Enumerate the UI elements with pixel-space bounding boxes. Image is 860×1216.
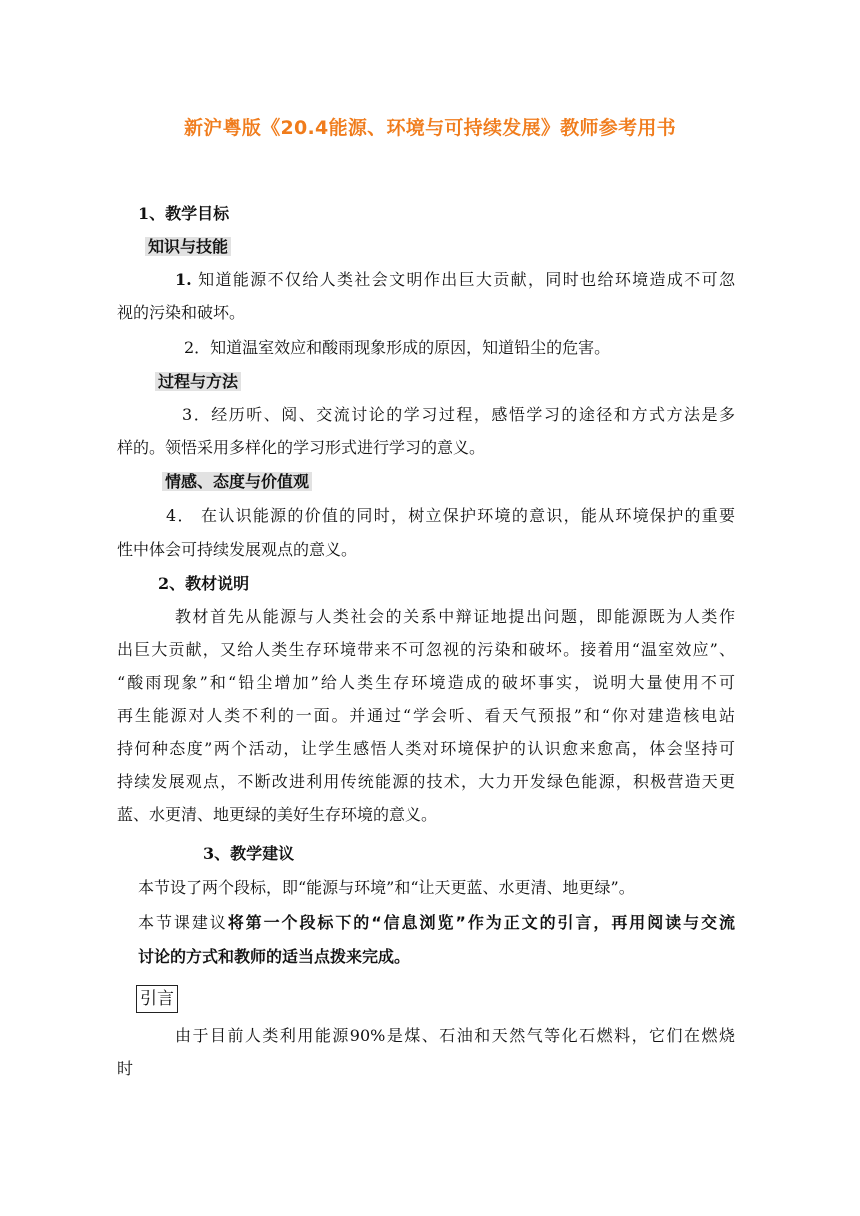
suggest-line2-plain: 本节课建议 bbox=[138, 913, 228, 932]
objectives-heading: 1、教学目标 bbox=[138, 204, 230, 223]
knowledge-heading bbox=[145, 230, 763, 263]
process-heading bbox=[155, 365, 773, 398]
material-heading: 2、教材说明 bbox=[158, 574, 250, 593]
intro-box-row bbox=[136, 982, 754, 1015]
item1-line2: 视的污染和破坏。 bbox=[117, 303, 246, 322]
item3-line2: 样的。领悟采用多样化的学习形式进行学习的意义。 bbox=[117, 438, 486, 457]
material-line: 出巨大贡献，又给人类生存环境带来不可忽视的污染和破坏。接着用“温室效应”、 bbox=[117, 640, 735, 659]
item1-text: 知道能源不仅给人类社会文明作出巨大贡献，同时也给环境造成不可忽 bbox=[198, 270, 735, 289]
item3-line1: 3．经历听、阅、交流讨论的学习过程，感悟学习的途径和方式方法是多 bbox=[182, 405, 735, 424]
intro-box: 引言 bbox=[136, 985, 178, 1013]
suggest-line1: 本节设了两个段标，即“能源与环境”和“让天更蓝、水更清、地更绿”。 bbox=[138, 878, 635, 897]
item1-number: 1. bbox=[175, 270, 192, 289]
intro-line2: 时 bbox=[117, 1059, 134, 1078]
attitude-heading bbox=[162, 465, 780, 498]
knowledge-heading-text: 知识与技能 bbox=[145, 237, 231, 256]
process-heading-text: 过程与方法 bbox=[155, 372, 241, 391]
material-line: 持何种态度”两个活动，让学生感悟人类对环境保护的认识愈来愈高，体会坚持可 bbox=[117, 739, 735, 758]
document-title: 新沪粤版《20.4能源、环境与可持续发展》教师参考用书 bbox=[184, 117, 676, 139]
material-line: 蓝、水更清、地更绿的美好生存环境的意义。 bbox=[117, 805, 438, 824]
material-line: 持续发展观点，不断改进利用传统能源的技术，大力开发绿色能源，积极营造天更 bbox=[117, 772, 735, 791]
suggest-line2-bold: 将第一个段标下的“信息浏览”作为正文的引言，再用阅读与交流 bbox=[227, 913, 735, 932]
item1-line1 bbox=[175, 263, 735, 296]
suggest-heading: 3、教学建议 bbox=[203, 844, 295, 863]
suggest-line2 bbox=[138, 906, 735, 939]
material-line: 再生能源对人类不利的一面。并通过“学会听、看天气预报”和“你对建造核电站 bbox=[117, 706, 735, 725]
suggest-line3: 讨论的方式和教师的适当点拨来完成。 bbox=[138, 947, 411, 966]
material-line: “酸雨现象”和“铅尘增加”给人类生存环境造成的破坏事实，说明大量使用不可 bbox=[117, 673, 735, 692]
intro-line1: 由于目前人类利用能源90%是煤、石油和天然气等化石燃料，它们在燃烧 bbox=[175, 1026, 735, 1045]
item4-line1: 4． 在认识能源的价值的同时，树立保护环境的意识，能从环境保护的重要 bbox=[166, 506, 735, 525]
item4-line2: 性中体会可持续发展观点的意义。 bbox=[117, 540, 358, 559]
material-line: 教材首先从能源与人类社会的关系中辩证地提出问题，即能源既为人类作 bbox=[175, 607, 735, 626]
item2-line: 2．知道温室效应和酸雨现象形成的原因，知道铅尘的危害。 bbox=[184, 338, 611, 357]
attitude-heading-text: 情感、态度与价值观 bbox=[162, 472, 312, 491]
